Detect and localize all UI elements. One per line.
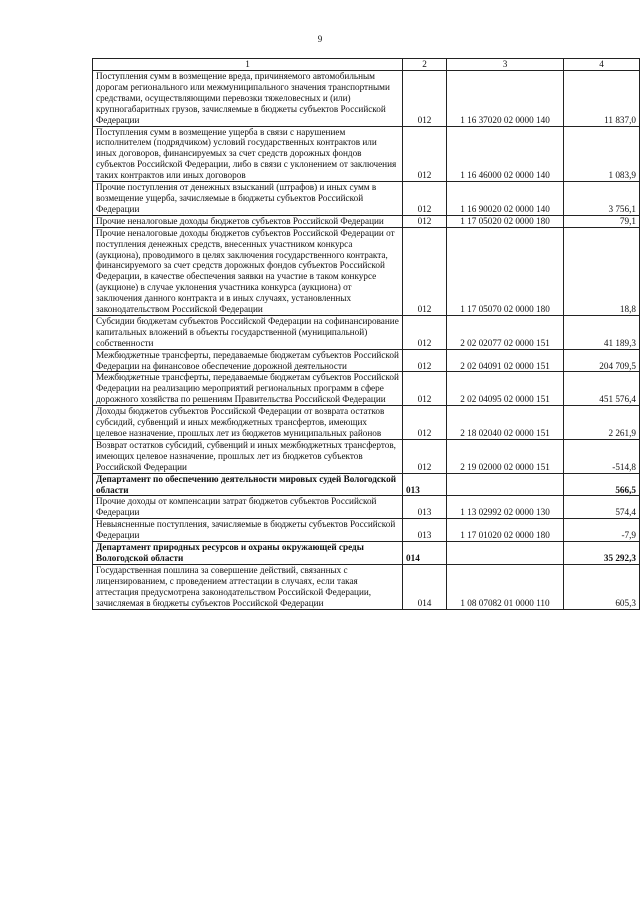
table-row bbox=[93, 215, 640, 227]
table-row bbox=[93, 126, 640, 182]
table-row bbox=[93, 439, 640, 473]
row-admin-code: 013 bbox=[403, 473, 447, 496]
row-admin-code: 012 bbox=[403, 182, 447, 216]
row-amount: 605,3 bbox=[564, 564, 640, 609]
row-amount: 41 189,3 bbox=[564, 315, 640, 349]
department-row bbox=[93, 473, 640, 496]
row-admin-code: 012 bbox=[403, 315, 447, 349]
row-description: Доходы бюджетов субъектов Российской Федерации от возврата остатков субсидий, субвенций и иных межбюджетных трансфертов, имеющих целевое назначение, прошлых лет из бюджетов муниципальных районов bbox=[93, 406, 403, 440]
row-classification-code: 2 02 04095 02 0000 151 bbox=[447, 372, 564, 406]
row-admin-code: 012 bbox=[403, 439, 447, 473]
row-description: Прочие неналоговые доходы бюджетов субъектов Российской Федерации от поступления денежных средств, внесенных участником конкурса (аукциона), проводимого в целях заключения государственного контракта, финансируемого за счет средств дорожных фондов субъектов Российской Федерации, в качестве обеспечения заявки на участие в таком конкурсе (аукционе) в случае уклонения участника конкурса (аукциона) от заключения данного контракта и в иных случаях, установленных законодательством Российской Федерации bbox=[93, 227, 403, 315]
column-header-1: 1 bbox=[93, 59, 403, 71]
row-description: Межбюджетные трансферты, передаваемые бюджетам субъектов Российской Федерации на реализацию мероприятий региональных программ в сфере дорожного хозяйства по решениям Правительства Российской Федерации bbox=[93, 372, 403, 406]
table-row bbox=[93, 71, 640, 127]
row-amount: 11 837,0 bbox=[564, 71, 640, 127]
row-classification-code: 2 18 02040 02 0000 151 bbox=[447, 406, 564, 440]
row-description: Прочие неналоговые доходы бюджетов субъектов Российской Федерации bbox=[93, 215, 403, 227]
row-amount: 574,4 bbox=[564, 496, 640, 519]
row-amount: 1 083,9 bbox=[564, 126, 640, 182]
row-admin-code: 012 bbox=[403, 227, 447, 315]
row-classification-code: 1 16 37020 02 0000 140 bbox=[447, 71, 564, 127]
table-row bbox=[93, 227, 640, 315]
table-row bbox=[93, 496, 640, 519]
row-admin-code: 012 bbox=[403, 126, 447, 182]
row-description: Поступления сумм в возмещение вреда, причиняемого автомобильным дорогам регионального или межмуниципального значения транспортными средствами, осуществляющими перевозки тяжеловесных и (или) крупногабаритных грузов, зачисляемые в бюджеты субъектов Российской Федерации bbox=[93, 71, 403, 127]
table-row bbox=[93, 349, 640, 372]
row-classification-code: 1 17 01020 02 0000 180 bbox=[447, 519, 564, 542]
row-classification-code: 2 19 02000 02 0000 151 bbox=[447, 439, 564, 473]
row-classification-code: 1 17 05020 02 0000 180 bbox=[447, 215, 564, 227]
column-header-4: 4 bbox=[564, 59, 640, 71]
row-amount: 2 261,9 bbox=[564, 406, 640, 440]
row-description: Субсидии бюджетам субъектов Российской Федерации на софинансирование капитальных вложений в объекты государственной (муниципальной) собственности bbox=[93, 315, 403, 349]
row-classification-code: 1 16 46000 02 0000 140 bbox=[447, 126, 564, 182]
row-description: Прочие поступления от денежных взысканий (штрафов) и иных сумм в возмещение ущерба, зачисляемые в бюджеты субъектов Российской Федерации bbox=[93, 182, 403, 216]
department-name: Департамент природных ресурсов и охраны окружающей среды Вологодской области bbox=[93, 542, 403, 565]
row-classification-code: 1 13 02992 02 0000 130 bbox=[447, 496, 564, 519]
row-description: Возврат остатков субсидий, субвенций и иных межбюджетных трансфертов, имеющих целевое назначение, прошлых лет из бюджетов субъектов Российской Федерации bbox=[93, 439, 403, 473]
department-row bbox=[93, 542, 640, 565]
table-row bbox=[93, 564, 640, 609]
row-amount: 204 709,5 bbox=[564, 349, 640, 372]
row-classification-code bbox=[447, 542, 564, 565]
row-admin-code: 013 bbox=[403, 496, 447, 519]
row-admin-code: 014 bbox=[403, 542, 447, 565]
row-admin-code: 014 bbox=[403, 564, 447, 609]
row-amount: 451 576,4 bbox=[564, 372, 640, 406]
row-classification-code bbox=[447, 473, 564, 496]
row-classification-code: 1 17 05070 02 0000 180 bbox=[447, 227, 564, 315]
department-name: Департамент по обеспечению деятельности мировых судей Вологодской области bbox=[93, 473, 403, 496]
row-amount: 3 756,1 bbox=[564, 182, 640, 216]
row-description: Невыясненные поступления, зачисляемые в бюджеты субъектов Российской Федерации bbox=[93, 519, 403, 542]
row-amount: 79,1 bbox=[564, 215, 640, 227]
row-classification-code: 2 02 02077 02 0000 151 bbox=[447, 315, 564, 349]
row-description: Поступления сумм в возмещение ущерба в связи с нарушением исполнителем (подрядчиком) условий государственных контрактов или иных договоров, финансируемых за счет средств дорожных фондов субъектов Российской Федерации, либо в связи с уклонением от заключения таких контрактов или иных договоров bbox=[93, 126, 403, 182]
table-row bbox=[93, 182, 640, 216]
table-row bbox=[93, 315, 640, 349]
column-header-2: 2 bbox=[403, 59, 447, 71]
row-amount: -7,9 bbox=[564, 519, 640, 542]
row-classification-code: 1 08 07082 01 0000 110 bbox=[447, 564, 564, 609]
table-header-row bbox=[93, 59, 640, 71]
row-amount: -514,8 bbox=[564, 439, 640, 473]
row-admin-code: 012 bbox=[403, 406, 447, 440]
row-description: Государственная пошлина за совершение действий, связанных с лицензированием, с проведением аттестации в случаях, если такая аттестация предусмотрена законодательством Российской Федерации, зачисляемая в бюджеты субъектов Российской Федерации bbox=[93, 564, 403, 609]
department-total: 566,5 bbox=[564, 473, 640, 496]
page-number: 9 bbox=[317, 34, 323, 44]
row-admin-code: 013 bbox=[403, 519, 447, 542]
table-row bbox=[93, 406, 640, 440]
table-row bbox=[93, 372, 640, 406]
row-classification-code: 1 16 90020 02 0000 140 bbox=[447, 182, 564, 216]
row-admin-code: 012 bbox=[403, 372, 447, 406]
row-admin-code: 012 bbox=[403, 349, 447, 372]
budget-revenue-table bbox=[92, 58, 640, 610]
row-admin-code: 012 bbox=[403, 71, 447, 127]
row-amount: 18,8 bbox=[564, 227, 640, 315]
row-description: Межбюджетные трансферты, передаваемые бюджетам субъектов Российской Федерации на финансовое обеспечение дорожной деятельности bbox=[93, 349, 403, 372]
table-row bbox=[93, 519, 640, 542]
row-classification-code: 2 02 04091 02 0000 151 bbox=[447, 349, 564, 372]
column-header-3: 3 bbox=[447, 59, 564, 71]
row-admin-code: 012 bbox=[403, 215, 447, 227]
department-total: 35 292,3 bbox=[564, 542, 640, 565]
row-description: Прочие доходы от компенсации затрат бюджетов субъектов Российской Федерации bbox=[93, 496, 403, 519]
